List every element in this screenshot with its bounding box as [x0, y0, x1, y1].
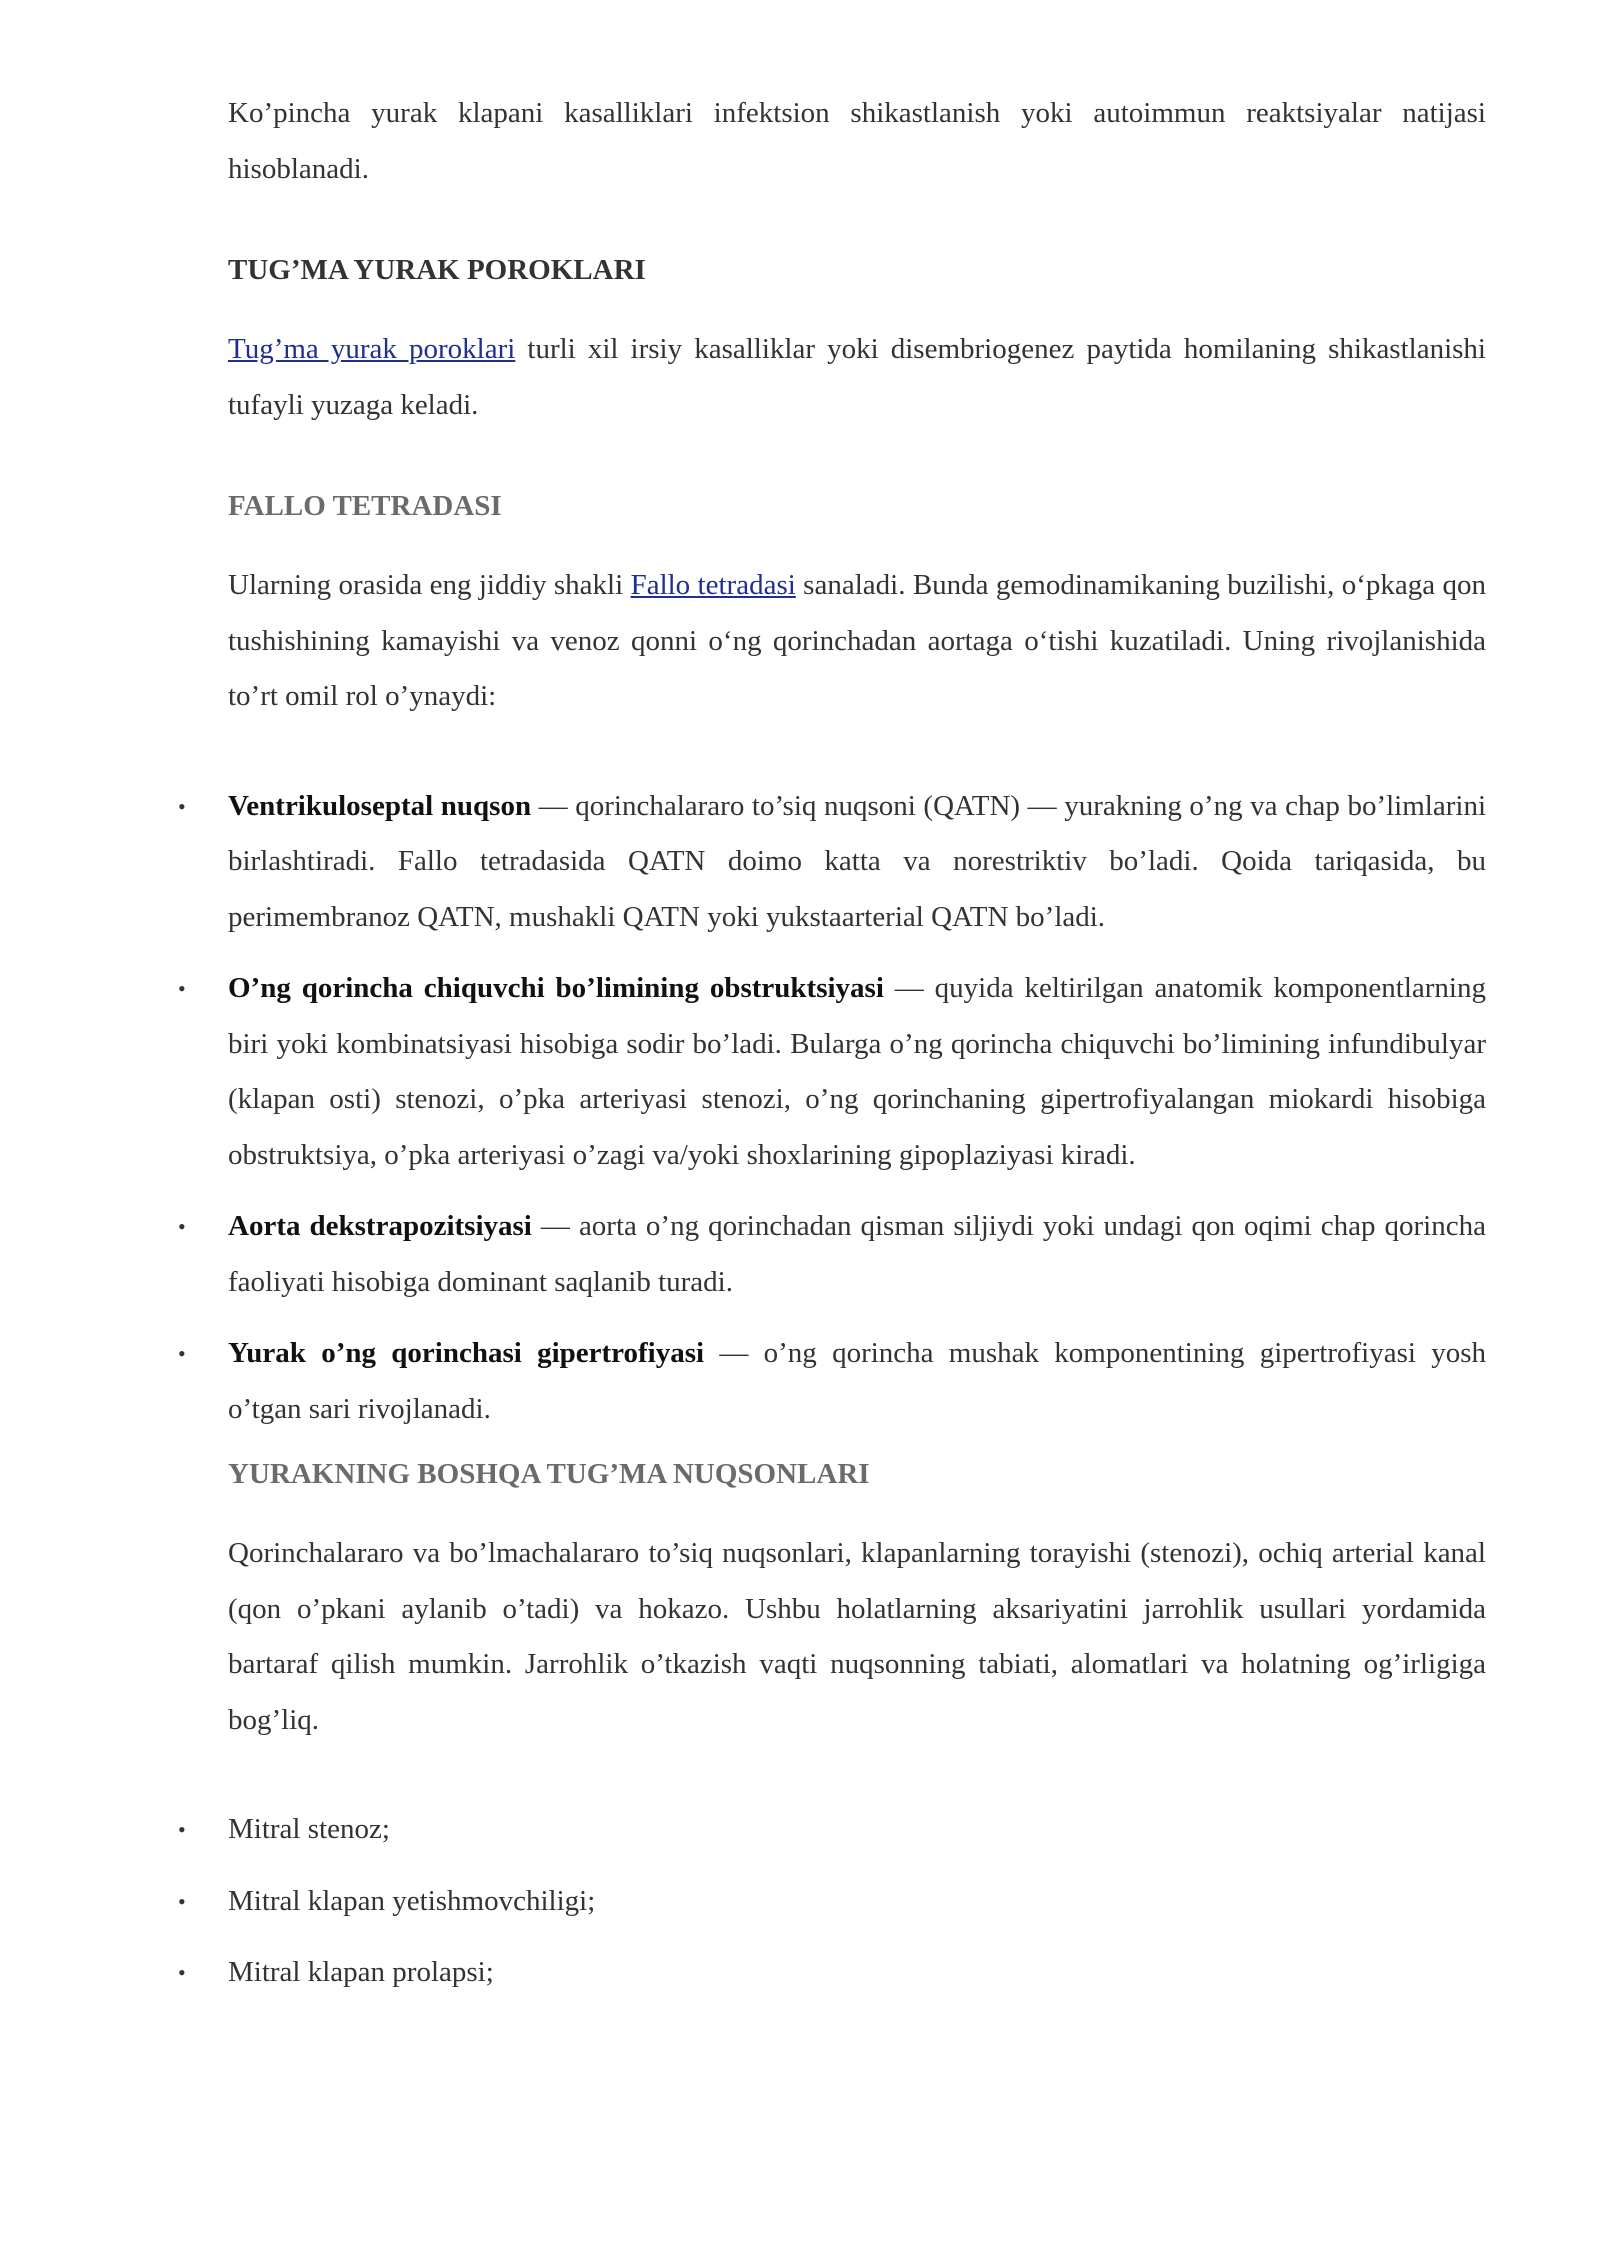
list-item	[178, 1802, 1486, 1858]
mitral-list	[178, 1802, 1486, 2001]
list-item	[178, 961, 1486, 1183]
factor-term: O’ng qorincha chiquvchi bo’limining obstruktsiyasi	[228, 972, 884, 1004]
fallo-text-before: Ularning orasida eng jiddiy shakli	[228, 569, 631, 601]
fallo-factors-list	[178, 779, 1486, 1438]
list-item-text: Mitral stenoz;	[228, 1813, 390, 1845]
factor-text: — aorta o’ng qorinchadan qisman siljiydi yoki undagi qon oqimi chap qorincha faoliyati hisobiga dominant saqlanib turadi.	[228, 1210, 1486, 1298]
tugma-poroklari-text: turli xil irsiy kasalliklar yoki disembriogenez paytida homilaning shikastlanishi tufayli yuzaga keladi.	[228, 333, 1486, 421]
list-item	[178, 1199, 1486, 1310]
list-item-text: Mitral klapan yetishmovchiligi;	[228, 1884, 596, 1917]
list-item	[178, 1874, 1486, 1930]
list-item-text: Mitral klapan prolapsi;	[228, 1956, 494, 1988]
bullet-icon: •	[178, 1960, 186, 1985]
heading-tugma-yurak-poroklari: TUG’MA YURAK POROKLARI	[228, 254, 646, 286]
list-item	[178, 1326, 1486, 1437]
factor-text: — quyida keltirilgan anatomik komponentlarning biri yoki kombinatsiyasi hisobiga sodir bo’ladi. Bularga o’ng qorincha chiquvchi bo’limining infundibulyar (klapan osti) stenozi, o’pka arteriyasi stenozi, o’ng qorinchaning gipertrofiyalangan miokardi hisobiga obstruktsiya, o’pka arteriyasi o’zagi va/yoki shoxlarining gipoplaziyasi kiradi.	[228, 972, 1486, 1171]
fallo-paragraph	[228, 558, 1486, 725]
list-item	[178, 779, 1486, 946]
heading-boshqa-tugma-nuqsonlari: YURAKNING BOSHQA TUG’MA NUQSONLARI	[228, 1458, 870, 1490]
bullet-icon: •	[178, 1214, 186, 1239]
factor-term: Yurak o’ng qorinchasi gipertrofiyasi	[228, 1337, 705, 1369]
boshqa-nuqsonlar-paragraph: Qorinchalararo va bo’lmachalararo to’siq nuqsonlari, klapanlarning torayishi (stenozi), ochiq arterial kanal (qon o’pkani aylanib o’tadi) va hokazo. Ushbu holatlarning aksariyatini jarrohlik usullari yordamida bartaraf qilish mumkin. Jarrohlik o’tkazish vaqti nuqsonning tabiati, alomatlari va holatning og’irligiga bog’liq.	[228, 1537, 1486, 1736]
bullet-icon: •	[178, 1888, 186, 1914]
fallo-tetradasi-link[interactable]: Fallo tetradasi	[630, 569, 796, 601]
intro-paragraph: Ko’pincha yurak klapani kasalliklari infektsion shikastlanish yoki autoimmun reaktsiyalar natijasi hisoblanadi.	[228, 97, 1486, 185]
bullet-icon: •	[178, 1341, 186, 1366]
tugma-poroklari-paragraph	[228, 322, 1486, 433]
tugma-yurak-poroklari-link[interactable]: Tug’ma yurak poroklari	[228, 333, 516, 365]
factor-term: Aorta dekstrapozitsiyasi	[228, 1210, 532, 1242]
bullet-icon: •	[178, 793, 186, 819]
heading-fallo-tetradasi: FALLO TETRADASI	[228, 490, 502, 522]
fallo-text-after: sanaladi. Bunda gemodinamikaning buzilishi, o‘pkaga qon tushishining kamayishi va venoz qonni o‘ng qorinchadan aortaga o‘tishi kuzatiladi. Uning rivojlanishida to’rt omil rol o’ynaydi:	[228, 569, 1487, 712]
bullet-icon: •	[178, 1817, 186, 1842]
bullet-icon: •	[178, 976, 186, 1001]
factor-text: — qorinchalararo to’siq nuqsoni (QATN) — yurakning o’ng va chap bo’limlarini birlashtiradi. Fallo tetradasida QATN doimo katta va norestriktiv bo’ladi. Qoida tariqasida, bu perimembranoz QATN, mushakli QATN yoki yukstaarterial QATN bo’ladi.	[228, 789, 1486, 933]
factor-text: — o’ng qorincha mushak komponentining gipertrofiyasi yosh o’tgan sari rivojlanadi.	[228, 1337, 1486, 1425]
list-item	[178, 1945, 1486, 2001]
factor-term: Ventrikuloseptal nuqson	[228, 789, 532, 822]
